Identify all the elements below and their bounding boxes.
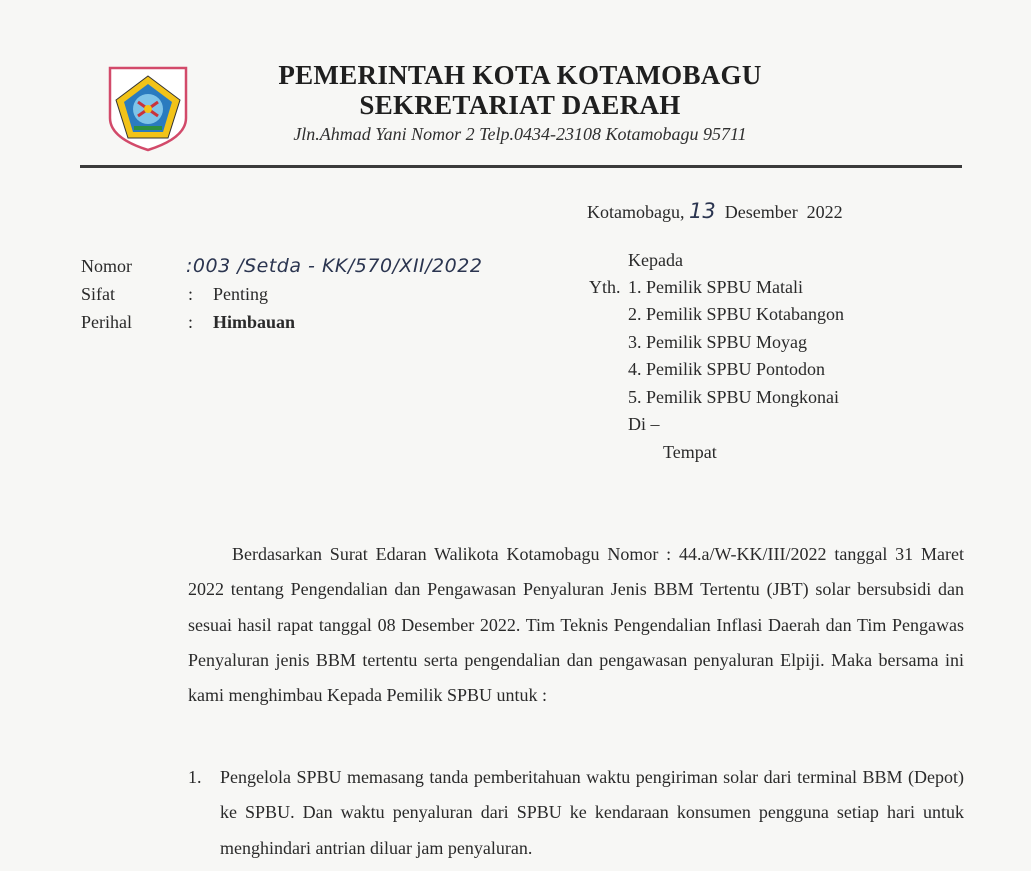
recipient-item: 3. Pemilik SPBU Moyag (628, 332, 808, 352)
recipient-item: 2. Pemilik SPBU Kotabangon (628, 304, 845, 324)
list-item-text: Pengelola SPBU memasang tanda pemberitahuan waktu pengiriman solar dari terminal BBM (Depot) ke SPBU. Dan waktu penyaluran dari SPBU ke kendaraan konsumen pengguna setiap hari untuk menghindari antrian diluar jam penyaluran. (220, 767, 964, 858)
list-item (188, 760, 964, 866)
recipient-item: 1. Pemilik SPBU Matali (628, 277, 804, 297)
perihal-colon: : (188, 312, 194, 332)
letterhead-address: Jln.Ahmad Yani Nomor 2 Telp.0434-23108 Kotamobagu 95711 (293, 124, 747, 144)
letterhead-divider (80, 165, 962, 168)
letter-date (587, 199, 843, 223)
recipient-yth: Yth. (589, 277, 621, 297)
perihal-label: Perihal (81, 312, 132, 332)
recipient-di: Di – (628, 414, 660, 434)
date-day-handwritten: 13 (688, 199, 716, 223)
instruction-list (188, 760, 964, 866)
perihal-value: Himbauan (213, 312, 296, 332)
sifat-value: Penting (213, 284, 269, 304)
nomor-label: Nomor (81, 256, 132, 276)
body-paragraph: Berdasarkan Surat Edaran Walikota Kotamobagu Nomor : 44.a/W-KK/III/2022 tanggal 31 Maret 2022 tentang Pengendalian dan Pengawasan Penyaluran Jenis BBM Tertentu (JBT) solar bersubsidi dan sesuai hasil rapat tanggal 08 Desember 2022. Tim Teknis Pengendalian Inflasi Daerah dan Tim Pengawas Penyaluran jenis BBM tertentu serta pengendalian dan pengawasan penyaluran Elpiji. Maka bersama ini kami menghimbau Kepada Pemilik SPBU untuk : (188, 544, 964, 706)
sifat-label: Sifat (81, 284, 115, 304)
date-city: Kotamobagu, (587, 202, 685, 222)
recipient-kepada: Kepada (628, 250, 683, 270)
date-month-year: Desember 2022 (724, 202, 843, 222)
kotamobagu-emblem-logo (104, 64, 192, 152)
sifat-colon: : (188, 284, 194, 304)
recipient-item: 4. Pemilik SPBU Pontodon (628, 359, 826, 379)
nomor-value-handwritten: :003 /Setda - KK/570/XII/2022 (186, 255, 483, 277)
letterhead-department-name: SEKRETARIAT DAERAH (359, 90, 681, 120)
recipient-item: 5. Pemilik SPBU Mongkonai (628, 387, 840, 407)
letterhead-government-name: PEMERINTAH KOTA KOTAMOBAGU (278, 60, 762, 90)
recipient-tempat: Tempat (663, 442, 717, 462)
list-item-number: 1. (188, 767, 202, 787)
